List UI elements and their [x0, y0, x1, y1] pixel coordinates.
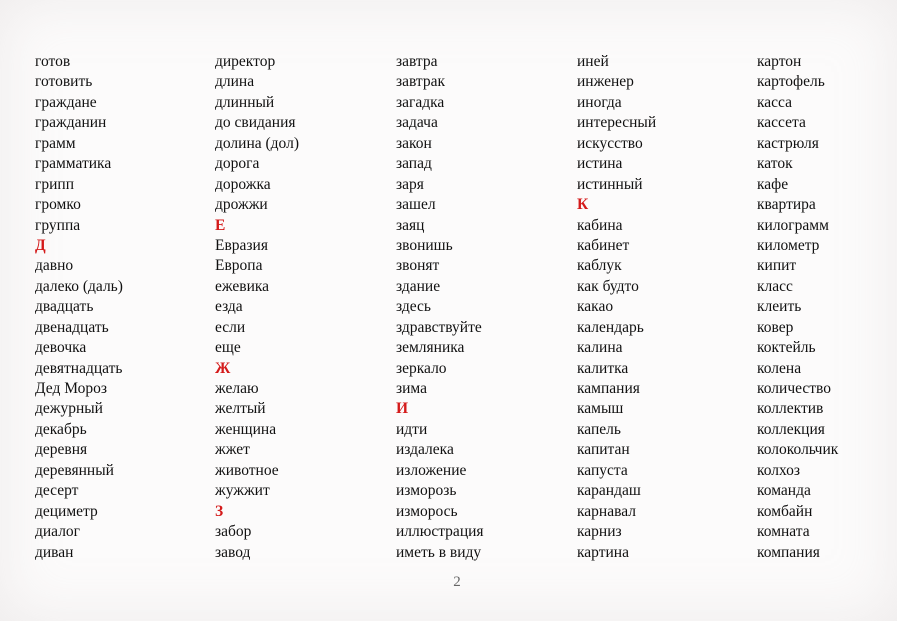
word-entry: Европа: [215, 257, 263, 275]
word-entry: давно: [35, 257, 74, 275]
word-entry: зашел: [396, 196, 436, 214]
word-entry: животное: [215, 461, 279, 479]
word-entry: гражданин: [35, 114, 107, 132]
word-entry: камыш: [577, 400, 624, 418]
word-entry: задача: [396, 114, 438, 132]
letter-heading: К: [577, 196, 589, 214]
word-entry: изложение: [396, 461, 467, 479]
word-entry: завод: [215, 543, 251, 561]
word-entry: комбайн: [757, 502, 813, 520]
letter-heading: Е: [215, 216, 226, 234]
word-entry: дорога: [215, 155, 260, 173]
word-entry: декабрь: [35, 420, 87, 438]
word-entry: готовить: [35, 73, 93, 91]
word-entry: капитан: [577, 441, 630, 459]
word-column-1: [35, 52, 123, 563]
word-entry: картофель: [757, 73, 825, 91]
word-entry: количество: [757, 380, 831, 397]
word-entry: завтра: [396, 53, 438, 70]
word-entry: кампания: [577, 380, 640, 397]
word-entry: картина: [577, 543, 629, 561]
word-entry: готов: [35, 53, 71, 70]
word-entry: длинный: [215, 93, 275, 111]
word-entry: ежевика: [215, 277, 270, 295]
word-entry: Евразия: [215, 236, 268, 254]
word-entry: комната: [757, 523, 810, 541]
word-entry: как будто: [577, 277, 639, 295]
word-entry: зима: [396, 380, 427, 397]
word-entry: заяц: [396, 216, 425, 234]
word-entry: кассета: [757, 114, 806, 132]
word-column-5: [757, 52, 838, 563]
word-entry: звонишь: [396, 236, 453, 254]
letter-heading: Ж: [215, 359, 231, 377]
word-entry: загадка: [396, 93, 445, 111]
word-entry: закон: [396, 134, 432, 152]
word-entry: десерт: [35, 482, 79, 500]
word-entry: километр: [757, 236, 820, 254]
word-entry: колена: [757, 359, 802, 377]
word-entry: директор: [215, 53, 276, 70]
word-entry: длина: [215, 73, 255, 91]
word-entry: идти: [396, 420, 428, 438]
word-entry: зеркало: [396, 359, 447, 377]
word-entry: каблук: [577, 257, 622, 275]
word-entry: желтый: [215, 400, 266, 418]
word-entry: завтрак: [396, 73, 446, 91]
word-entry: изморозь: [396, 482, 457, 500]
word-column-2: [215, 52, 299, 563]
word-entry: колокольчик: [757, 441, 839, 459]
word-entry: иней: [577, 53, 609, 70]
word-entry: картон: [757, 53, 802, 70]
word-entry: земляника: [396, 339, 465, 357]
word-entry: деревня: [35, 441, 88, 459]
word-entry: ковер: [757, 318, 794, 336]
word-entry: кабинет: [577, 236, 630, 254]
word-entry: искусство: [577, 134, 643, 152]
word-entry: девочка: [35, 339, 87, 357]
word-entry: девятнадцать: [35, 359, 123, 377]
page-number: 2: [453, 574, 461, 590]
word-entry: кастрюля: [757, 134, 819, 152]
letter-heading: И: [396, 400, 409, 418]
word-entry: карнавал: [577, 502, 636, 520]
letter-heading: Д: [35, 236, 46, 254]
word-entry: еще: [215, 339, 241, 357]
word-entry: истина: [577, 155, 623, 173]
word-entry: жужжит: [215, 482, 270, 500]
word-column-3: [396, 52, 484, 563]
word-entry: диалог: [35, 523, 81, 541]
word-entry: компания: [757, 543, 820, 561]
word-entry: инженер: [577, 73, 634, 91]
word-entry: езда: [215, 298, 243, 316]
word-entry: кабина: [577, 216, 623, 234]
word-entry: дециметр: [35, 502, 98, 520]
word-entry: если: [215, 318, 246, 336]
word-entry: издалека: [396, 441, 454, 459]
word-entry: кафе: [757, 175, 789, 193]
word-column-4: [577, 52, 656, 563]
word-entry: забор: [215, 523, 252, 541]
word-entry: желаю: [215, 380, 259, 397]
word-entry: жжет: [215, 441, 250, 459]
word-entry: иметь в виду: [396, 543, 482, 561]
letter-heading: З: [215, 502, 224, 520]
word-entry: до свидания: [215, 114, 296, 132]
word-entry: колхоз: [757, 461, 801, 479]
word-entry: граждане: [35, 93, 97, 111]
word-entry: грамм: [35, 134, 76, 152]
word-entry: заря: [396, 175, 424, 193]
word-entry: каток: [757, 155, 793, 173]
word-entry: касса: [757, 93, 793, 111]
word-entry: капель: [577, 420, 621, 438]
word-entry: какао: [577, 298, 614, 316]
word-entry: деревянный: [35, 461, 114, 479]
word-entry: карандаш: [577, 482, 641, 500]
word-entry: капуста: [577, 461, 628, 479]
word-entry: иллюстрация: [396, 523, 484, 541]
word-entry: калитка: [577, 359, 629, 377]
word-entry: двадцать: [35, 298, 94, 316]
word-entry: истинный: [577, 175, 643, 193]
word-entry: карниз: [577, 523, 622, 541]
word-entry: коллекция: [757, 420, 825, 438]
word-entry: коктейль: [757, 339, 816, 357]
word-entry: громко: [35, 196, 81, 214]
word-entry: диван: [35, 543, 74, 561]
word-entry: долина (дол): [215, 134, 300, 152]
word-entry: кипит: [757, 257, 797, 275]
word-entry: килограмм: [757, 216, 829, 234]
word-entry: здесь: [396, 298, 431, 316]
word-entry: интересный: [577, 114, 657, 132]
word-entry: группа: [35, 216, 81, 234]
word-entry: дорожка: [215, 175, 271, 193]
word-entry: грипп: [35, 175, 74, 193]
word-entry: иногда: [577, 93, 622, 111]
word-entry: команда: [757, 482, 811, 500]
word-entry: здание: [396, 277, 441, 295]
word-entry: калина: [577, 339, 623, 357]
word-entry: изморось: [396, 502, 458, 520]
word-entry: класс: [757, 277, 793, 295]
word-entry: дежурный: [35, 400, 103, 418]
word-entry: звонят: [396, 257, 440, 275]
word-entry: дрожжи: [215, 196, 268, 214]
word-entry: здравствуйте: [396, 318, 482, 336]
word-entry: Дед Мороз: [35, 380, 107, 397]
word-entry: коллектив: [757, 400, 824, 418]
word-entry: грамматика: [35, 155, 112, 173]
word-entry: клеить: [757, 298, 802, 316]
word-entry: далеко (даль): [35, 277, 123, 295]
word-entry: двенадцать: [35, 318, 109, 336]
word-entry: запад: [396, 155, 432, 173]
word-entry: квартира: [757, 196, 816, 214]
word-entry: календарь: [577, 318, 644, 336]
word-entry: женщина: [215, 420, 277, 438]
